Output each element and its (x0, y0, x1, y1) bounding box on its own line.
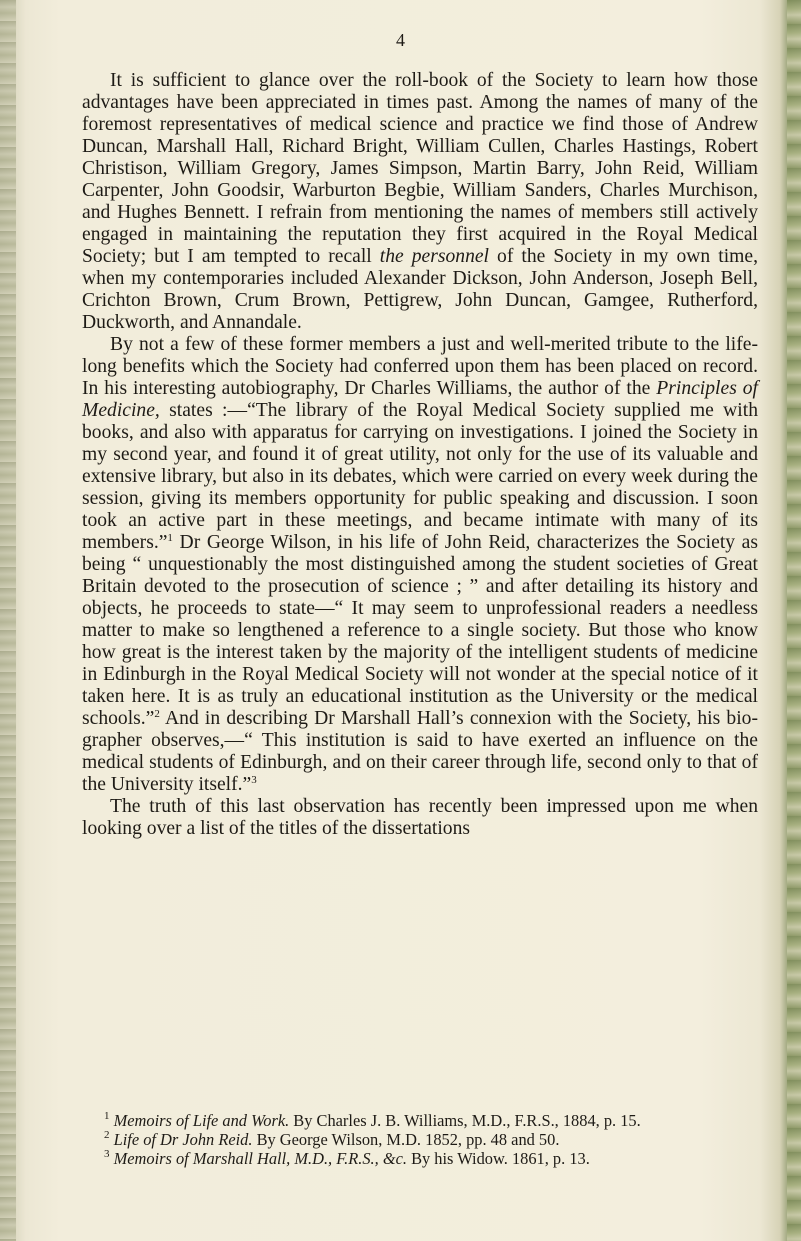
footnote (82, 1149, 758, 1168)
footnote-marker: 3 (104, 1148, 110, 1160)
paragraph (82, 796, 758, 840)
text-run: of the Society in my own time, when my contemporaries included Alexander Dickson, John Anderson, Joseph Bell, Crichton Brown, Crum Brown, Pettigrew, John Duncan, Gamgee, Rutherford, Duckworth, and Annandale. (82, 246, 758, 333)
italic-title: Memoirs of Life and Work. (113, 1111, 290, 1130)
paragraph (82, 334, 758, 796)
text-run: By Charles J. B. Williams, M.D., F.R.S., 1884, p. 15. (289, 1111, 641, 1130)
text-run: The truth of this last observation has recently been impressed upon me when looking over a list of the titles of the dissertations (82, 796, 758, 839)
text-run: states :—“The library of the Royal Medical Society supplied me with books, and also with apparatus for carrying on investigations. I joined the Society in my second year, and found it of great utility, not only for the use of its valuable and extensive library, but also in its debates, which were carried on every week during the session, giving its members opportunity for public speaking and discussion. I soon took an active part in these meetings, and became intimate with many of its members.” (82, 400, 758, 553)
footnote-marker: 2 (104, 1129, 110, 1141)
page-edge-left (0, 0, 16, 1241)
footnote-marker: 1 (167, 532, 173, 544)
italic-title: Life of Dr John Reid. (113, 1130, 253, 1149)
page-number: 4 (396, 30, 405, 50)
paragraph (82, 70, 758, 334)
footnotes (82, 1111, 758, 1168)
text-run: And in describing Dr Marshall Hall’s connexion with the Society, his biographer observes,—“ This institution is said to have exerted an influence on the medical students of Edinburgh, and on their career through life, second only to that of the University itself.” (82, 708, 758, 795)
text-run: By his Widow. 1861, p. 13. (406, 1149, 590, 1168)
footnote-marker: 1 (104, 1110, 110, 1122)
body-text (82, 70, 758, 840)
footnote (82, 1111, 758, 1130)
text-run: Dr George Wilson, in his life of John Reid, characterizes the Society as being “ unquestionably the most distinguished among the student societies of Great Britain devoted to the prosecution of science ; ” and after detailing its history and objects, he proceeds to state—“ It may seem to unprofessional readers a needless matter to make so lengthened a reference to a single society. But those who know how great is the interest taken by the majority of the intelligent students of medicine in Edinburgh in the Royal Medical Society will not wonder at the special notice of it taken here. It is as truly an educational institution as the University or the medical schools.” (82, 532, 758, 729)
italic-title: Principles of Medicine, (82, 378, 758, 421)
page-edge-right (787, 0, 801, 1241)
footnote (82, 1130, 758, 1149)
footnote-marker: 3 (251, 774, 257, 786)
italic-title: the personnel (379, 246, 490, 267)
text-run: By not a few of these former members a just and well-merited tribute to the life-long benefits which the Society had conferred upon them has been placed on record. In his interesting autobiography, Dr Charles Williams, the author of the (82, 334, 758, 399)
footnote-marker: 2 (154, 708, 160, 720)
text-run: By George Wilson, M.D. 1852, pp. 48 and 50. (252, 1130, 560, 1149)
italic-title: Memoirs of Marshall Hall, M.D., F.R.S., &c. (113, 1149, 407, 1168)
text-run: It is sufficient to glance over the roll-book of the Society to learn how those advantages have been appreciated in times past. Among the names of many of the foremost representatives of medical science and practice we find those of Andrew Duncan, Marshall Hall, Richard Bright, William Cullen, Charles Hastings, Robert Christison, William Gregory, James Simpson, Martin Barry, John Reid, William Carpenter, John Goodsir, Warburton Begbie, William Sanders, Charles Murchison, and Hughes Bennett. I refrain from mentioning the names of members still actively engaged in maintaining the reputation they first acquired in the Royal Medical Society; but I am tempted to recall (82, 70, 758, 267)
